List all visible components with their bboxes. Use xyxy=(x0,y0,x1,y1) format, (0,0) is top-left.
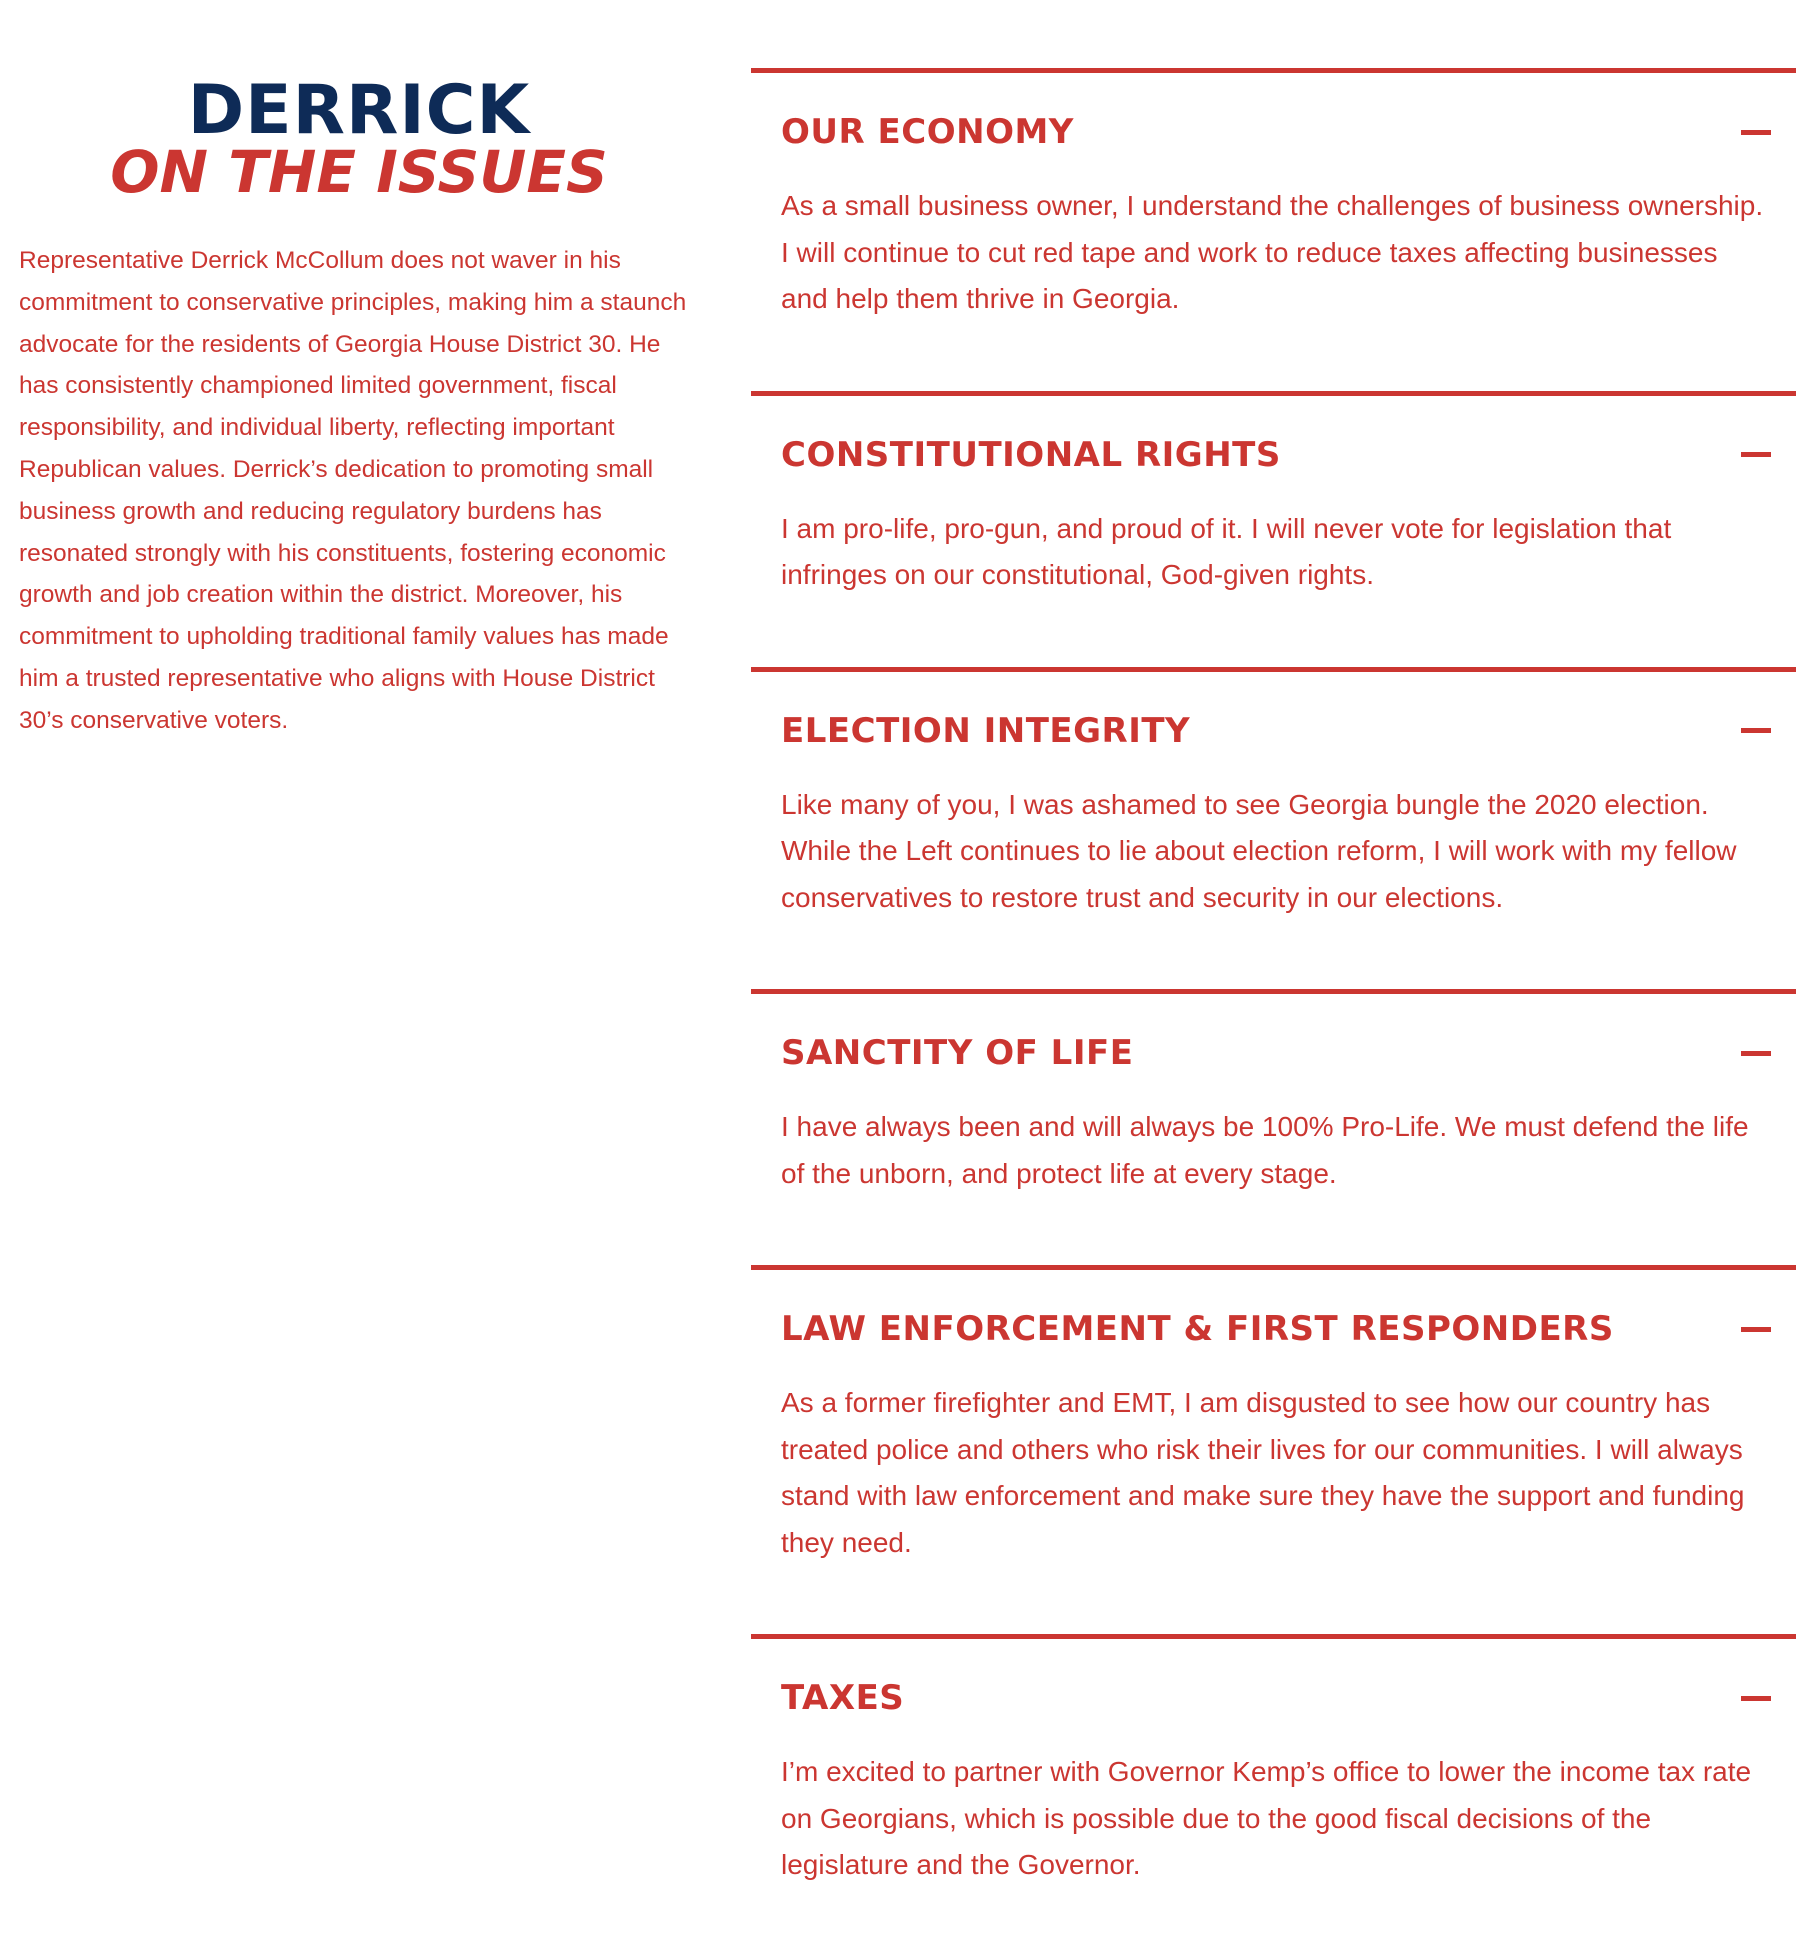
minus-icon[interactable] xyxy=(1741,130,1771,135)
minus-icon[interactable] xyxy=(1741,1051,1771,1056)
issue-title: LAW ENFORCEMENT & FIRST RESPONDERS xyxy=(781,1309,1614,1349)
page-title-subtitle: ON THE ISSUES xyxy=(110,138,608,206)
issue-title: OUR ECONOMY xyxy=(781,112,1074,152)
issue-item-sanctity-of-life xyxy=(751,989,1796,1265)
issue-body: I have always been and will always be 100% Pro-Life. We must defend the life of the unborn, and protect life at every stage. xyxy=(781,1111,1749,1189)
issue-item-election-integrity xyxy=(751,667,1796,990)
minus-icon[interactable] xyxy=(1741,1696,1771,1701)
issue-item-taxes xyxy=(751,1634,1796,1957)
page-title xyxy=(19,71,699,206)
minus-icon[interactable] xyxy=(1741,452,1771,457)
issue-body: As a small business owner, I understand the challenges of business ownership. I will continue to cut red tape and work to reduce taxes affecting businesses and help them thrive in Georgia. xyxy=(781,190,1764,314)
issue-item-economy xyxy=(751,68,1796,391)
issue-header-election-integrity[interactable] xyxy=(781,672,1796,784)
issue-item-law-enforcement xyxy=(751,1265,1796,1634)
issue-header-law-enforcement[interactable] xyxy=(781,1270,1796,1382)
minus-icon[interactable] xyxy=(1741,728,1771,733)
minus-icon[interactable] xyxy=(1741,1327,1771,1332)
issue-item-constitutional-rights xyxy=(751,391,1796,667)
issue-body: As a former firefighter and EMT, I am disgusted to see how our country has treated police and others who risk their lives for our communities. I will always stand with law enforcement and make sure they have the support and funding they need. xyxy=(781,1387,1745,1558)
page-title-name: DERRICK xyxy=(187,71,531,150)
issue-title: CONSTITUTIONAL RIGHTS xyxy=(781,434,1281,475)
issue-header-taxes[interactable] xyxy=(781,1639,1796,1751)
issue-header-sanctity-of-life[interactable] xyxy=(781,994,1796,1106)
intro-paragraph: Representative Derrick McCollum does not waver in his commitment to conservative principles, making him a staunch advocate for the residents of Georgia House District 30. He has consistently championed limited government, fiscal responsibility, and individual liberty, reflecting important Republican values. Derrick’s dedication to promoting small business growth and reducing regulatory burdens has resonated strongly with his constituents, fostering economic growth and job creation within the district. Moreover, his commitment to upholding traditional family values has made him a trusted representative who aligns with House District 30’s conservative voters. xyxy=(19,247,687,734)
issue-header-economy[interactable] xyxy=(781,73,1796,185)
issue-body: Like many of you, I was ashamed to see Georgia bungle the 2020 election. While the Left continues to lie about election reform, I will work with my fellow conservatives to restore trust and security in our elections. xyxy=(781,788,1737,913)
issue-title: SANCTITY OF LIFE xyxy=(781,1033,1134,1073)
issue-title: ELECTION INTEGRITY xyxy=(781,710,1191,751)
issue-title: TAXES xyxy=(781,1678,905,1718)
issue-body: I am pro-life, pro-gun, and proud of it. I will never vote for legislation that infringes on our constitutional, God-given rights. xyxy=(781,512,1672,590)
issue-header-constitutional-rights[interactable] xyxy=(781,396,1796,508)
issue-body: I’m excited to partner with Governor Kemp’s office to lower the income tax rate on Georgians, which is possible due to the good fiscal decisions of the legislature and the Governor. xyxy=(781,1756,1752,1880)
intro-column xyxy=(19,0,699,766)
issues-accordion xyxy=(751,68,1796,1957)
